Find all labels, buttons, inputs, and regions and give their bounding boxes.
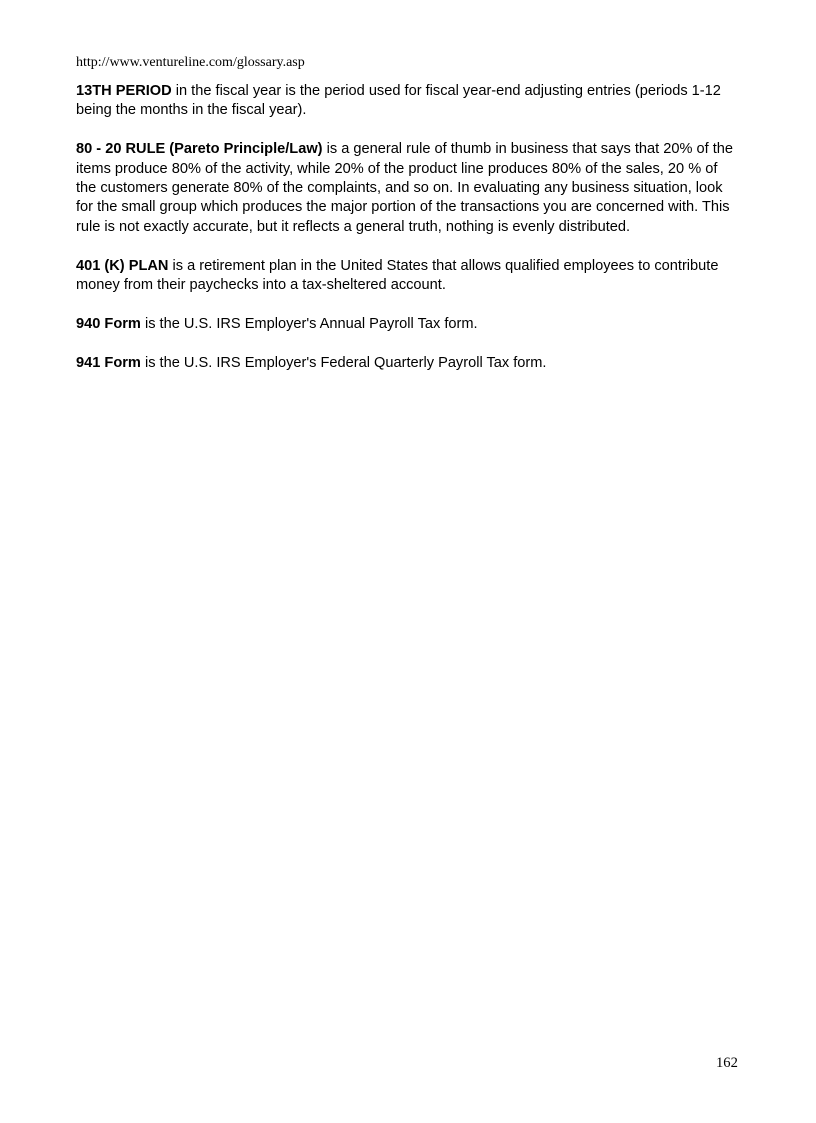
glossary-term: 940 Form [76,315,141,332]
glossary-term: 941 Form [76,354,141,371]
glossary-term: 80 - 20 RULE (Pareto Principle/Law) [76,141,323,158]
glossary-definition: is a general rule of thumb in business that says that 20% of the items produce 80% of the activity, while 20% of the product line produces 80% of the sales, 20 % of the customers generate 80% of the complaints, and so on. In evaluating any business situation, look for the small group which produces the major portion of the transactions you are concerned with. This rule is not exactly accurate, but it reflects a general truth, nothing is evenly distributed. [76,141,734,235]
glossary-entry-13th-period [76,82,740,121]
glossary-definition: is a retirement plan in the United States that allows qualified employees to contribute money from their paychecks into a tax-sheltered account. [76,257,719,294]
page-number: 162 [716,1055,738,1071]
glossary-content [76,82,740,392]
glossary-definition: is the U.S. IRS Employer's Annual Payroll Tax form. [140,315,478,332]
glossary-entry-941-form [76,354,740,373]
glossary-definition: is the U.S. IRS Employer's Federal Quarterly Payroll Tax form. [140,354,547,371]
glossary-entry-80-20-rule [76,140,740,237]
glossary-term: 401 (K) PLAN [76,257,169,274]
glossary-entry-940-form [76,315,740,334]
glossary-definition: in the fiscal year is the period used for fiscal year-end adjusting entries (periods 1-12 being the months in the fiscal year). [76,83,721,119]
glossary-term: 13TH PERIOD [76,83,172,99]
glossary-entry-401k-plan [76,257,740,296]
source-url: http://www.ventureline.com/glossary.asp [76,55,305,70]
